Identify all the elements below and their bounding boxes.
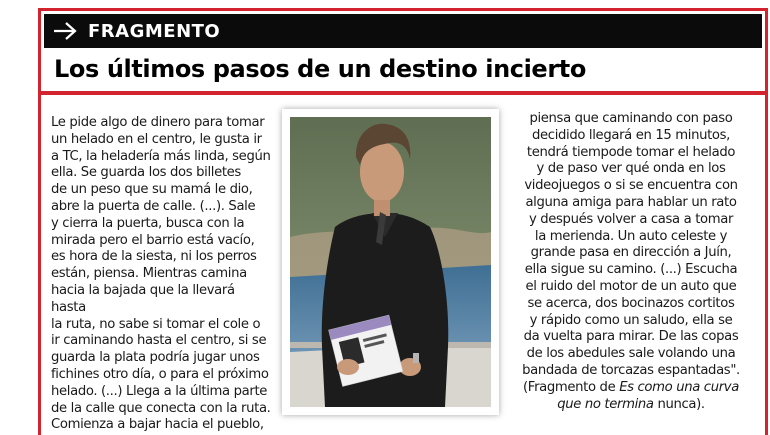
credit-prefix: (Fragmento de — [523, 379, 620, 395]
headline-box — [44, 48, 762, 90]
author-photo — [290, 117, 491, 407]
credit-book-title: Es como una curva que no termina — [557, 379, 739, 412]
author-photo-frame — [282, 109, 499, 415]
article-column-right — [521, 111, 741, 413]
article-frame — [38, 8, 768, 435]
article-column-left — [51, 115, 273, 434]
arrow-right-icon — [52, 21, 78, 41]
headline: Los últimos pasos de un destino incierto — [54, 55, 586, 83]
credit-suffix: nunca). — [653, 396, 705, 412]
section-label: FRAGMENTO — [88, 20, 221, 42]
section-bar — [44, 14, 762, 48]
article-text-right: piensa que caminando con paso decidido llegará en 15 minutos, tendrá tiempode tomar el helado y de paso ver qué onda en los videojuegos o si se encuentra con alguna amiga para hablar un rato y después volver a casa a tomar la merienda. Un auto celeste y grande pasa en dirección a Juín, ella sigue su camino. (...) Escucha el ruido del motor de un auto que se acerca, dos bocinazos cortitos y rápido como un saludo, ella se da vuelta para mirar. De las copas de los abedules sale volando una bandada de torcazas espantadas". — [522, 111, 740, 378]
article-text-left: Le pide algo de dinero para tomar un helado en el centro, le gusta ir a TC, la heladería más linda, según ella. Se guarda los dos billetes de un peso que su mamá le dio, abre la puerta de calle. (...). Sale y cierra la puerta, busca con la mirada pero el barrio está vacío, es hora de la siesta, ni los perros están, piensa. Mientras camina hacia la bajada que la llevará hasta la ruta, no sabe si tomar el cole o ir caminando hasta el centro, si se guarda la plata podría jugar unos fichines otro día, o para el próximo helado. (...) Llega a la última parte de la calle que conecta con la ruta. Comienza a bajar hacia el pueblo, — [51, 115, 271, 433]
article-credit — [521, 380, 741, 414]
red-divider — [41, 91, 765, 95]
